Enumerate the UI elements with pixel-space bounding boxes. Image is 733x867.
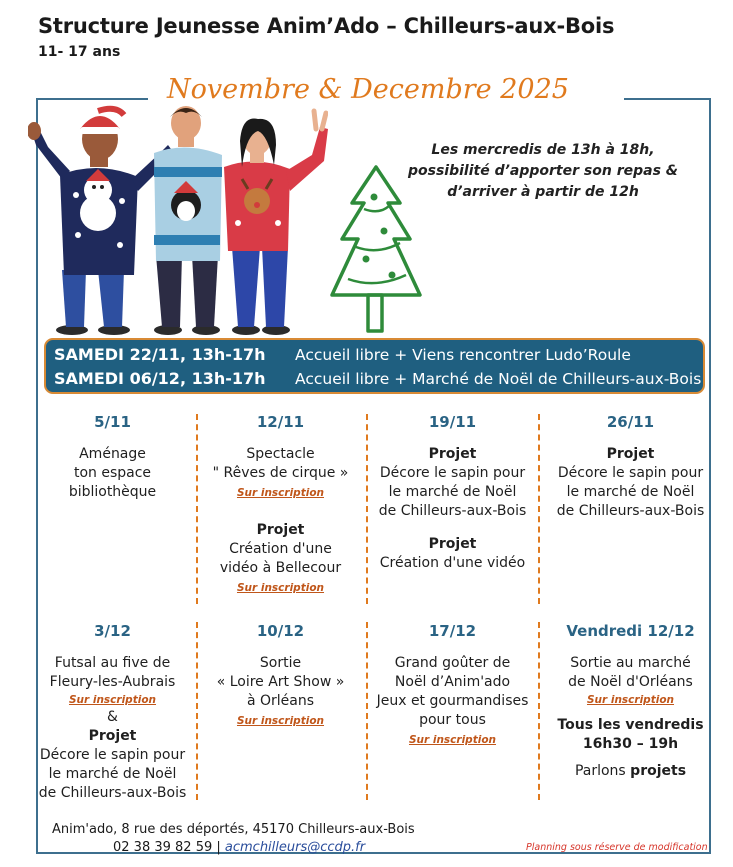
activity-date: 12/11	[256, 413, 305, 431]
activity-text: de Noël d'Orléans	[568, 674, 693, 690]
activity-date: 19/11	[428, 413, 477, 431]
youth-group-illustration	[28, 105, 328, 337]
wednesday-note-line: Les mercredis de 13h à 18h,	[431, 142, 655, 158]
age-range: 11- 17 ans	[38, 44, 121, 60]
friday-note: Tous les vendredis	[557, 717, 704, 733]
activity-12-11	[198, 413, 363, 596]
activity-text: de Chilleurs-aux-Bois	[556, 503, 705, 519]
friday-topic-keyword: projets	[630, 763, 687, 779]
registration-link[interactable]: Sur inscription	[236, 715, 325, 727]
frame-top-right	[624, 98, 711, 100]
activity-date: 17/12	[428, 622, 477, 640]
activity-19-11	[370, 413, 535, 573]
frame-top-left	[36, 98, 148, 100]
registration-link[interactable]: Sur inscription	[68, 694, 157, 706]
activity-text: Aménage	[79, 446, 146, 462]
column-separator	[538, 622, 540, 800]
saturday-date: SAMEDI 22/11, 13h-17h	[54, 345, 266, 364]
wednesday-note-line: possibilité d’apporter son repas &	[408, 163, 678, 179]
person-middle	[154, 106, 222, 335]
activity-vendredi-12-12	[548, 622, 713, 781]
wednesday-note	[392, 140, 694, 203]
activity-text: Création d'une	[229, 541, 332, 557]
footer-phone: 02 38 39 82 59 |	[113, 840, 225, 855]
activity-text: Décore le sapin pour	[557, 465, 704, 481]
activity-text: Fleury-les-Aubrais	[49, 674, 176, 690]
activity-text: pour tous	[419, 712, 486, 728]
activity-text: à Orléans	[246, 693, 315, 709]
footer-address: Anim'ado, 8 rue des déportés, 45170 Chilleurs-aux-Bois	[52, 822, 415, 837]
saturday-description: Accueil libre + Viens rencontrer Ludo’Roule	[295, 346, 631, 364]
activity-text: " Rêves de cirque »	[212, 465, 349, 481]
saturday-banner	[44, 338, 705, 394]
friday-hours: 16h30 – 19h	[582, 736, 679, 752]
friday-topic	[548, 762, 713, 781]
activity-text: le marché de Noël	[48, 766, 177, 782]
saturday-row	[54, 343, 631, 367]
activity-3-12	[30, 622, 195, 803]
planning-disclaimer: Planning sous réserve de modification	[526, 842, 708, 853]
activity-date: 10/12	[256, 622, 305, 640]
ampersand: &	[107, 709, 118, 725]
period-heading: Novembre & Decembre 2025	[150, 74, 586, 105]
saturday-description: Accueil libre + Marché de Noël de Chilleurs-aux-Bois	[295, 370, 702, 388]
activity-date: 3/12	[94, 622, 131, 640]
registration-link[interactable]: Sur inscription	[236, 487, 325, 499]
activity-text: Décore le sapin pour	[39, 747, 186, 763]
activity-text: bibliothèque	[68, 484, 157, 500]
activity-text: le marché de Noël	[388, 484, 517, 500]
activity-text: de Chilleurs-aux-Bois	[38, 785, 187, 801]
person-left	[28, 109, 174, 335]
activity-date: 5/11	[94, 413, 131, 431]
column-separator	[366, 622, 368, 800]
registration-link[interactable]: Sur inscription	[236, 582, 325, 594]
activity-26-11	[548, 413, 713, 521]
projet-label: Projet	[256, 522, 305, 538]
activity-text: Grand goûter de	[394, 655, 511, 671]
activity-text: Création d'une vidéo	[379, 555, 526, 571]
column-separator	[538, 414, 540, 604]
page-title: Structure Jeunesse Anim’Ado – Chilleurs-aux-Bois	[38, 14, 615, 38]
person-right	[224, 111, 328, 335]
activity-text: vidéo à Bellecour	[219, 560, 342, 576]
activity-text: le marché de Noël	[566, 484, 695, 500]
activity-text: « Loire Art Show »	[216, 674, 345, 690]
activity-date: 26/11	[606, 413, 655, 431]
footer-email-link[interactable]: acmchilleurs@ccdp.fr	[224, 840, 366, 855]
activity-text: Noël d’Anim'ado	[394, 674, 511, 690]
column-separator	[366, 414, 368, 604]
activity-10-12	[198, 622, 363, 729]
activity-text: ton espace	[73, 465, 152, 481]
saturday-date: SAMEDI 06/12, 13h-17h	[54, 369, 266, 388]
friday-topic-prefix: Parlons	[574, 763, 631, 779]
registration-link[interactable]: Sur inscription	[408, 734, 497, 746]
activity-text: de Chilleurs-aux-Bois	[378, 503, 527, 519]
activity-text: Sortie au marché	[570, 655, 691, 671]
activity-17-12	[370, 622, 535, 748]
saturday-row	[54, 367, 701, 391]
projet-label: Projet	[428, 536, 477, 552]
projet-label: Projet	[88, 728, 137, 744]
footer-contact	[113, 840, 365, 855]
projet-label: Projet	[428, 446, 477, 462]
registration-link[interactable]: Sur inscription	[586, 694, 675, 706]
activity-text: Jeux et gourmandises	[376, 693, 529, 709]
activity-text: Sortie	[259, 655, 302, 671]
activity-date: Vendredi 12/12	[566, 622, 695, 640]
activity-text: Spectacle	[246, 446, 315, 462]
activity-5-11	[30, 413, 195, 502]
projet-label: Projet	[606, 446, 655, 462]
wednesday-note-line: d’arriver à partir de 12h	[447, 184, 639, 200]
activity-text: Futsal au five de	[54, 655, 171, 671]
activity-text: Décore le sapin pour	[379, 465, 526, 481]
